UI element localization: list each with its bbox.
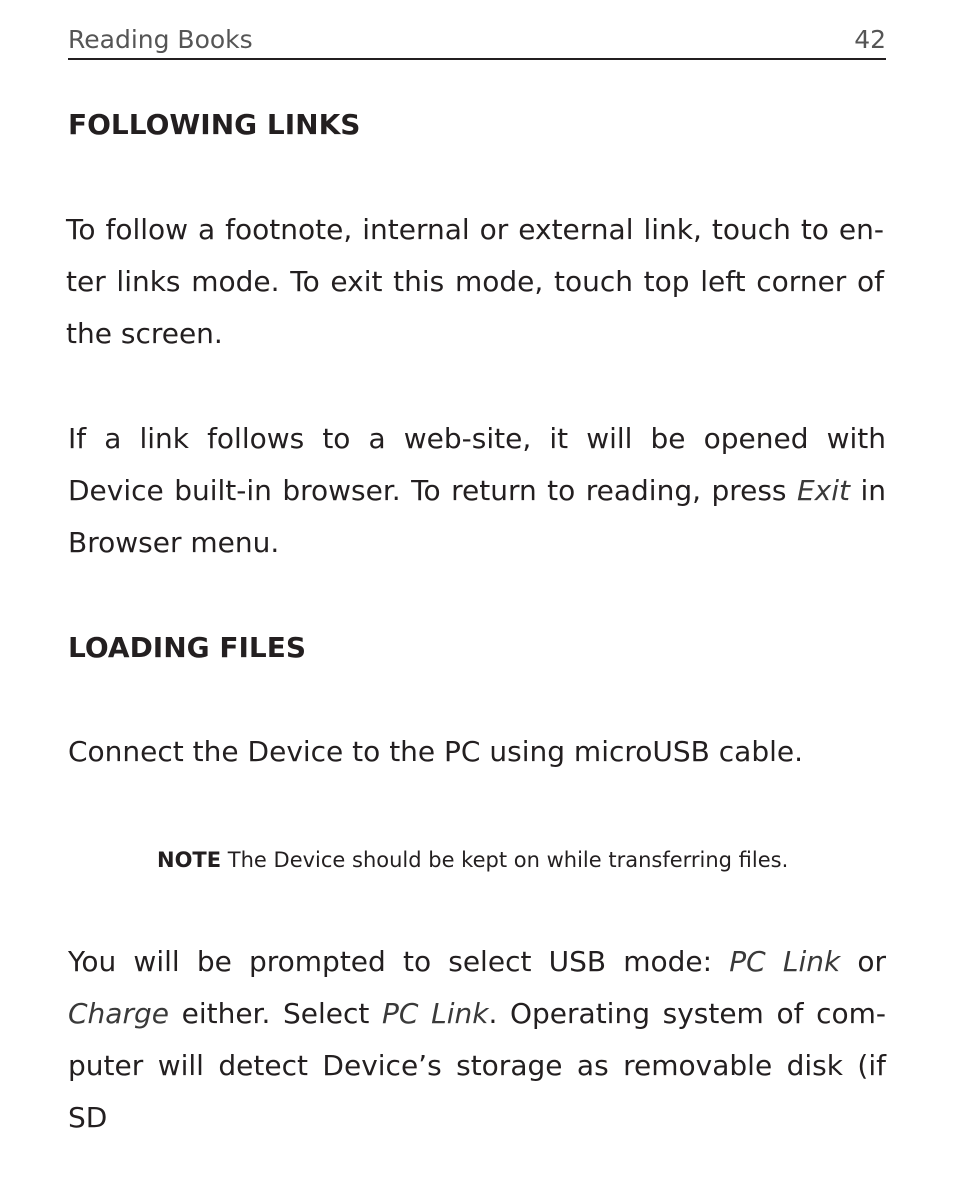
paragraph-connect-device: Connect the Device to the PC using microUSB cable. xyxy=(68,735,803,768)
header-title: Reading Books xyxy=(68,25,253,54)
heading-loading-files: LOADING FILES xyxy=(68,631,307,664)
pc-link-term: PC Link xyxy=(729,945,841,978)
heading-following-links: FOLLOWING LINKS xyxy=(68,108,361,141)
note-block xyxy=(157,843,857,877)
pc-link-term: PC Link xyxy=(382,997,489,1030)
text-run: either. Select xyxy=(168,997,383,1030)
paragraph-web-link xyxy=(68,413,886,569)
running-header xyxy=(68,22,886,60)
text-run: You will be prompted to select USB mode: xyxy=(68,945,730,978)
paragraph-usb-mode xyxy=(68,936,886,1144)
text-run: in Browser menu. xyxy=(68,474,886,559)
exit-term: Exit xyxy=(796,474,851,507)
charge-term: Charge xyxy=(68,997,169,1030)
note-label: NOTE xyxy=(157,848,222,872)
text-run: or xyxy=(840,945,886,978)
note-text: The Device should be kept on while transferring files. xyxy=(221,848,789,872)
text-run: . Operating system of com-puter will detect Device’s storage as removable disk (if SD xyxy=(68,997,886,1134)
text-run: If a link follows to a web-site, it will be opened with Device built-in browser. To return to reading, press xyxy=(68,422,886,507)
paragraph-follow-links: To follow a footnote, internal or external link, touch to en-ter links mode. To exit this mode, touch top left corner of the screen. xyxy=(66,213,884,350)
page-number: 42 xyxy=(854,25,886,54)
